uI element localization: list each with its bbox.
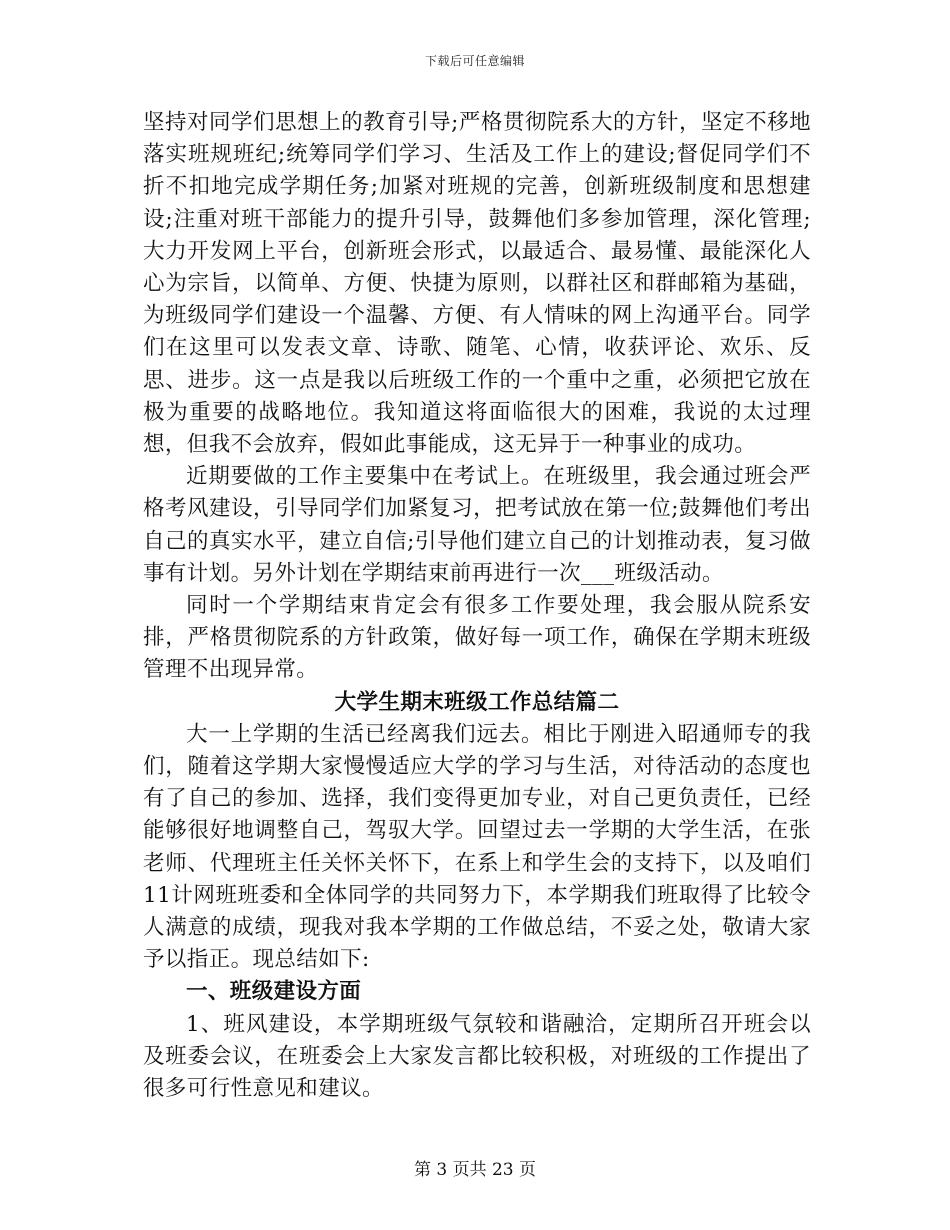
- document-body: [143, 107, 811, 1105]
- section-title: 大学生期末班级工作总结篇二: [334, 689, 620, 715]
- page-number: 第 3 页共 23 页: [413, 1160, 537, 1180]
- paragraph-3: 同时一个学期结束肯定会有很多工作要处理，我会服从院系安排，严格贯彻院系的方针政策，做好每一项工作，确保在学期末班级管理不出现异常。: [143, 593, 811, 683]
- paragraph-1: 坚持对同学们思想上的教育引导;严格贯彻院系大的方针，坚定不移地落实班规班纪;统筹同学们学习、生活及工作上的建设;督促同学们不折不扣地完成学期任务;加紧对班规的完善，创新班级制度和思想建设;注重对班干部能力的提升引导，鼓舞他们多参加管理，深化管理;大力开发网上平台，创新班会形式，以最适合、最易懂、最能深化人心为宗旨，以简单、方便、快捷为原则，以群社区和群邮箱为基础，为班级同学们建设一个温馨、方便、有人情味的网上沟通平台。同学们在这里可以发表文章、诗歌、随笔、心情，收获评论、欢乐、反思、进步。这一点是我以后班级工作的一个重中之重，必须把它放在极为重要的战略地位。我知道这将面临很大的困难，我说的太过理想，但我不会放弃，假如此事能成，这无异于一种事业的成功。: [143, 110, 811, 458]
- paragraph-5: 1、班风建设，本学期班级气氛较和谐融洽，定期所召开班会以及班委会议，在班委会上大家发言都比较积极，对班级的工作提出了很多可行性意见和建议。: [143, 1011, 811, 1102]
- paragraph-2: 近期要做的工作主要集中在考试上。在班级里，我会通过班会严格考风建设，引导同学们加紧复习，把考试放在第一位;鼓舞他们考出自己的真实水平，建立自信;引导他们建立自己的计划推动表，复习做事有计划。另外计划在学期结束前再进行一次___班级活动。: [143, 464, 811, 586]
- paragraph-4: 大一上学期的生活已经离我们远去。相比于刚进入昭通师专的我们，随着这学期大家慢慢适应大学的学习与生活，对待活动的态度也有了自己的参加、选择，我们变得更加专业，对自己更负责任，已经能够很好地调整自己，驾驭大学。回望过去一学期的大学生活，在张老师、代理班主任关怀关怀下，在系上和学生会的支持下，以及咱们11计网班班委和全体同学的共同努力下，本学期我们班取得了比较令人满意的成绩，现我对我本学期的工作做总结，不妥之处，敬请大家予以指正。现总结如下:: [143, 721, 811, 973]
- sub-heading: 一、班级建设方面: [186, 979, 362, 1005]
- header-note: 下载后可任意编辑: [424, 54, 525, 68]
